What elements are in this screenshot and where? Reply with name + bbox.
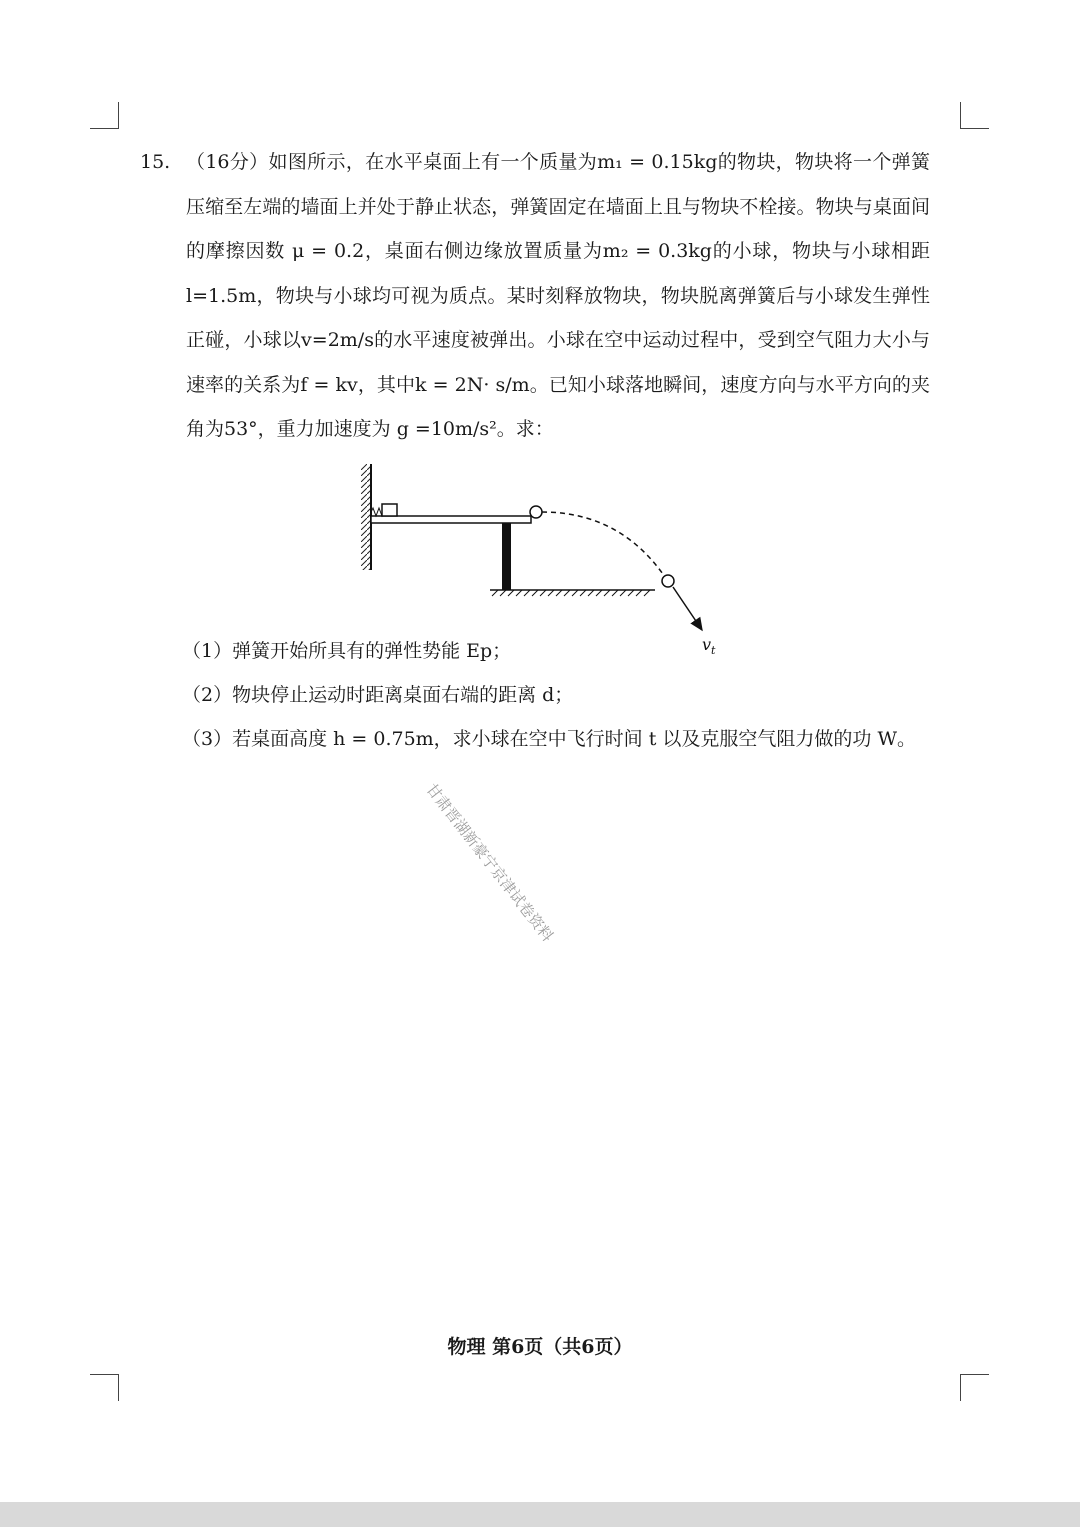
subquestion-2: （2）物块停止运动时距离桌面右端的距离 d； (182, 684, 574, 706)
watermark: 甘肃晋湖新豪宁京津试卷资料 (422, 780, 557, 946)
crop-mark-top-right (960, 102, 989, 129)
crop-mark-top-left (90, 102, 119, 129)
ball-landing (662, 575, 674, 587)
page-footer: 物理 第6页（共6页） (447, 1336, 633, 1358)
subquestion-3: （3）若桌面高度 h = 0.75m，求小球在空中飞行时间 t 以及克服空气阻力做的功 W。 (182, 728, 916, 750)
velocity-arrow (673, 587, 702, 630)
velocity-label: $v_t$ (702, 635, 716, 657)
question-15 (140, 140, 930, 452)
block (382, 504, 397, 516)
wall (361, 464, 371, 570)
physics-diagram (355, 458, 755, 658)
trajectory-dashed (542, 512, 665, 577)
ground (490, 590, 655, 596)
bottom-scroll-bar (0, 1502, 1080, 1527)
table-top (371, 516, 531, 523)
question-body: （16分）如图所示，在水平桌面上有一个质量为m₁ = 0.15kg的物块，物块将一个弹簧压缩至左端的墙面上并处于静止状态，弹簧固定在墙面上且与物块不栓接。物块与桌面间的摩擦因数 μ = 0.2，桌面右侧边缘放置质量为m₂ = 0.3kg的小球，物块与小球相距 l=1.5m，物块与小球均可视为质点。某时刻释放物块，物块脱离弹簧后与小球发生弹性正碰，小球以v=2m/s的水平速度被弹出。小球在空中运动过程中，受到空气阻力大小与速率的关系为f = kv，其中k = 2N· s/m。已知小球落地瞬间，速度方向与水平方向的夹角为53°，重力加速度为 g =10m/s²。求： (186, 151, 930, 440)
table-leg (502, 523, 511, 590)
question-number: 15. (140, 151, 171, 173)
crop-mark-bottom-right (960, 1374, 989, 1401)
subquestion-1: （1）弹簧开始所具有的弹性势能 Ep； (182, 640, 512, 662)
ball-on-table (530, 506, 542, 518)
crop-mark-bottom-left (90, 1374, 119, 1401)
